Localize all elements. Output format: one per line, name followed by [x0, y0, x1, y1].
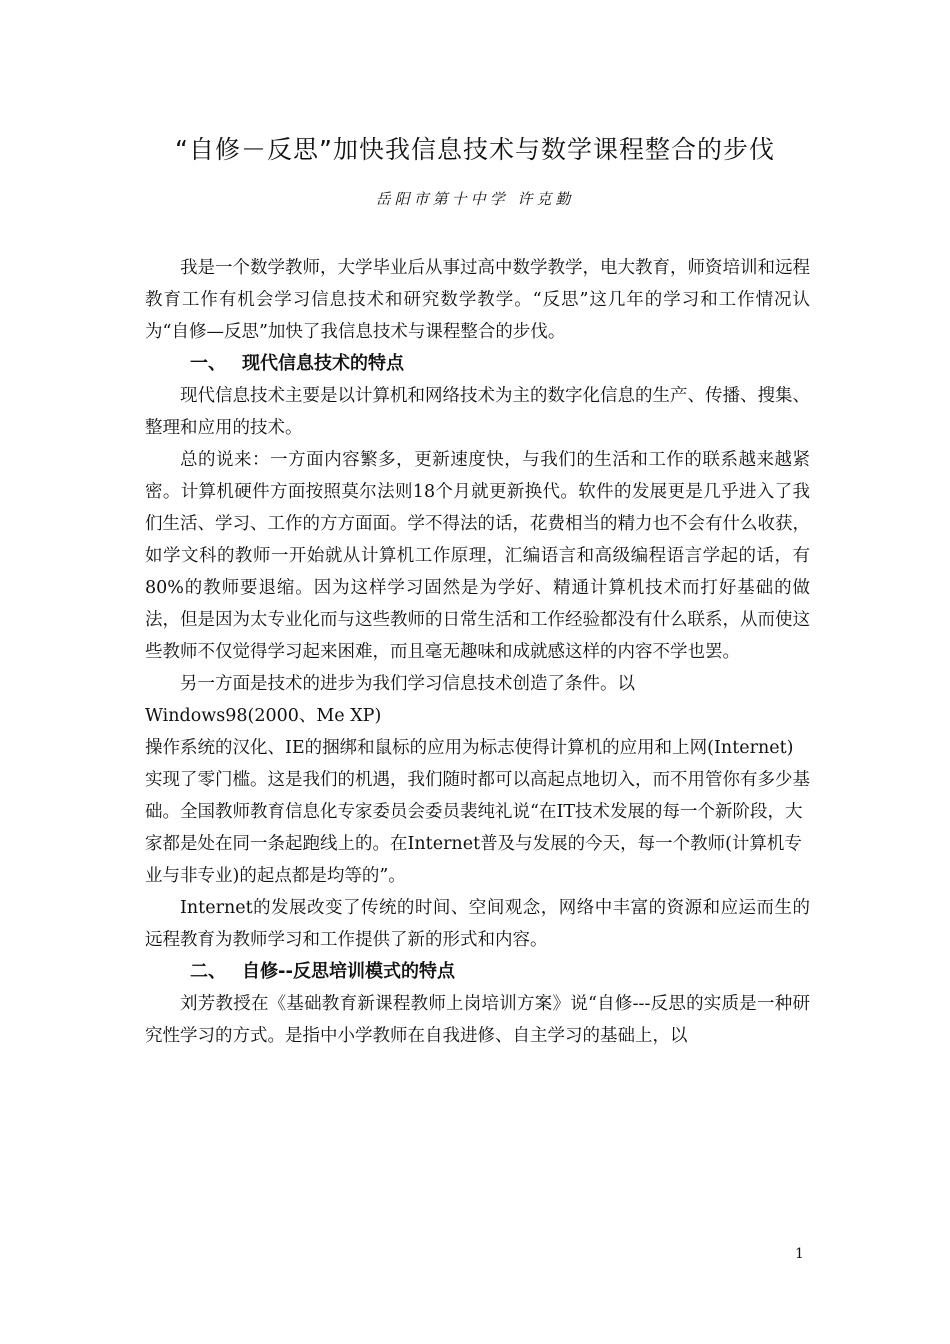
section-heading-number: 一、: [190, 353, 226, 374]
paragraph: 总的说来：一方面内容繁多，更新速度快，与我们的生活和工作的联系越来越紧密。计算机硬件方面按照莫尔法则18个月就更新换代。软件的发展更是几乎进入了我们生活、学习、工作的方方面面。学不得法的话，花费相当的精力也不会有什么收获，如学文科的教师一开始就从计算机工作原理，汇编语言和高级编程语言学起的话，有80%的教师要退缩。因为这样学习固然是为学好、精通计算机技术而打好基础的做法，但是因为太专业化而与这些教师的日常生活和工作经验都没有什么联系，从而使这些教师不仅觉得学习起来困难，而且毫无趣味和成就感这样的内容不学也罢。: [145, 450, 810, 662]
section-heading-text: 自修--反思培训模式的特点: [242, 961, 455, 982]
section-heading-1: [145, 348, 810, 380]
section-heading-text: 现代信息技术的特点: [242, 353, 404, 374]
author-line: 岳阳市第十中学 许克勤: [375, 190, 575, 208]
paragraph: Internet的发展改变了传统的时间、空间观念，网络中丰富的资源和应运而生的远程教育为教师学习和工作提供了新的形式和内容。: [145, 898, 810, 950]
section-heading-number: 二、: [190, 961, 226, 982]
paragraph-intro: 我是一个数学教师，大学毕业后从事过高中数学教学，电大教育，师资培训和远程教育工作有机会学习信息技术和研究数学教学。“反思”这几年的学习和工作情况认为“自修—反思”加快了我信息技术与课程整合的步伐。: [145, 258, 810, 342]
section-heading-2: [145, 956, 810, 988]
paragraph: 另一方面是技术的进步为我们学习信息技术创造了条件。以: [180, 674, 635, 694]
document-body: [145, 252, 810, 1052]
paragraph-line: Windows98(2000、Me XP): [145, 706, 382, 726]
paragraph: 现代信息技术主要是以计算机和网络技术为主的数字化信息的生产、传播、搜集、整理和应用的技术。: [145, 386, 810, 438]
page-number: 1: [795, 1246, 804, 1262]
document-title: “自修－反思”加快我信息技术与数学课程整合的步伐: [175, 135, 775, 164]
paragraph: 刘芳教授在《基础教育新课程教师上岗培训方案》说“自修---反思的实质是一种研究性学习的方式。是指中小学教师在自我进修、自主学习的基础上，以: [145, 994, 810, 1046]
paragraph: 操作系统的汉化、IE的捆绑和鼠标的应用为标志使得计算机的应用和上网(Internet)实现了零门槛。这是我们的机遇，我们随时都可以高起点地切入，而不用管你有多少基础。全国教师教育信息化专家委员会委员裴纯礼说“在IT技术发展的每一个新阶段，大家都是处在同一条起跑线上的。在Internet普及与发展的今天，每一个教师(计算机专业与非专业)的起点都是均等的”。: [145, 738, 810, 886]
